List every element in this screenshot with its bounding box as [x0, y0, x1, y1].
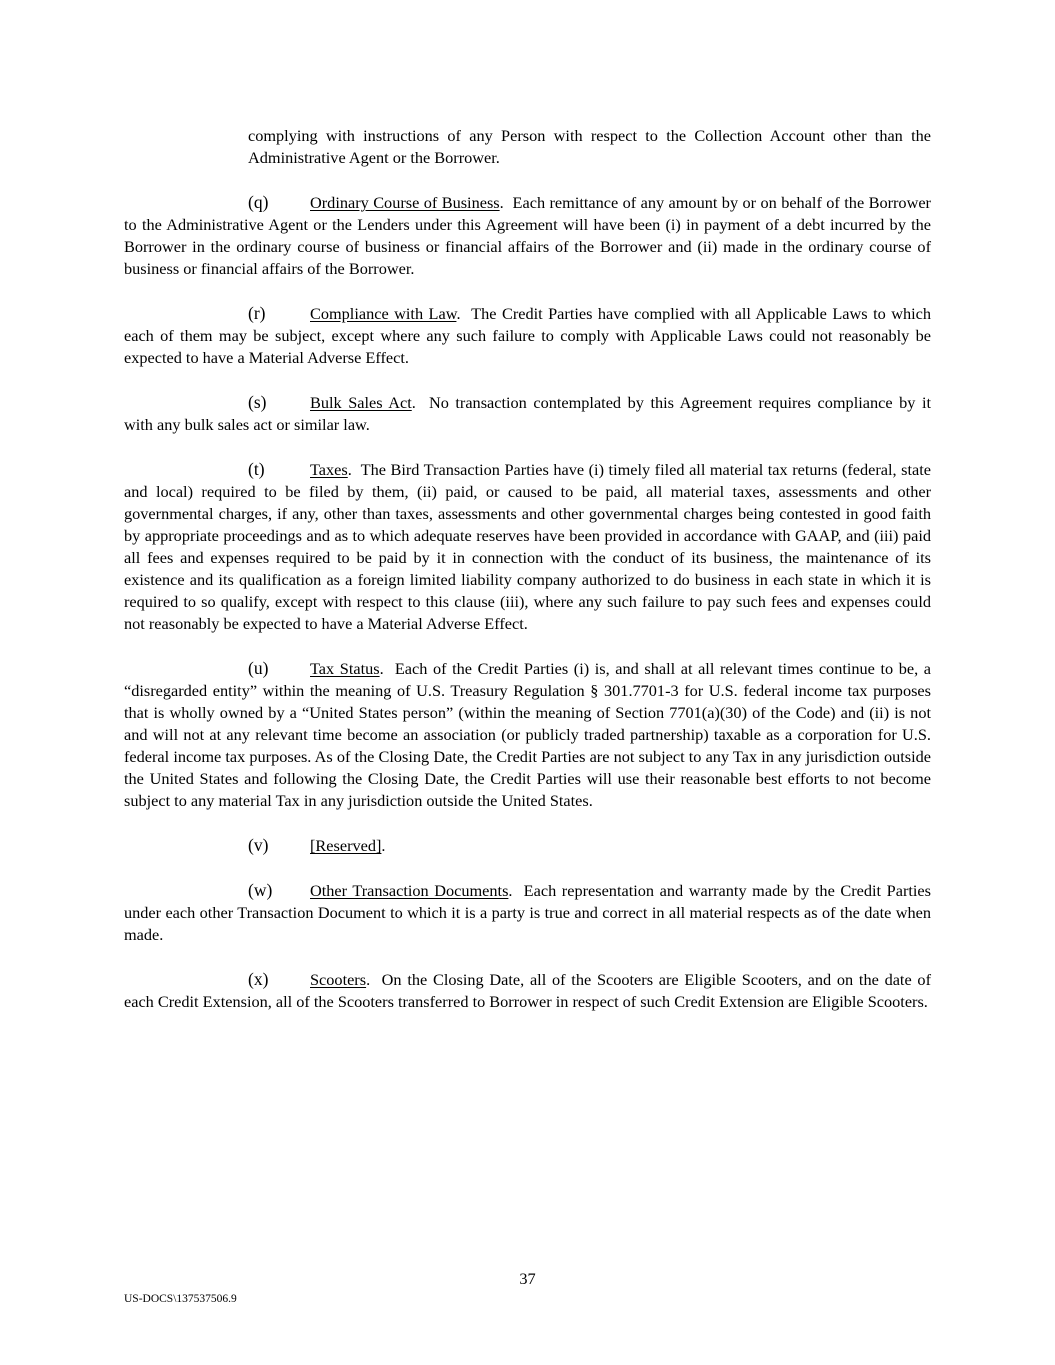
section-number: (u): [248, 658, 269, 678]
section-body: No transaction contemplated by this Agreement requires compliance by it with any bulk sales act or similar law.: [124, 393, 931, 434]
section-heading: Scooters: [310, 970, 367, 989]
document-id: US-DOCS\137537506.9: [124, 1293, 237, 1305]
section-s: (s) Bulk Sales Act. No transaction contemplated by this Agreement requires compliance by it with any bulk sales act or similar law.: [124, 392, 931, 434]
section-heading: Other Transaction Documents: [310, 881, 509, 900]
section-number: (q): [248, 192, 269, 212]
section-number: (w): [248, 880, 273, 900]
section-u: (u) Tax Status. Each of the Credit Parties (i) is, and shall at all relevant times continue to be, a “disregarded entity” within the meaning of U.S. Treasury Regulation § 301.7701-3 for U.S. federal income tax purposes that is wholly owned by a “United States person” (within the meaning of Section 7701(a)(30) of the Code) and (ii) is not and will not at any relevant time become an association (or publicly traded partnership) taxable as a corporation for U.S. federal income tax purposes. As of the Closing Date, the Credit Parties are not subject to any Tax in any jurisdiction outside the United States and following the Closing Date, the Credit Parties will use their reasonable best efforts to not become subject to any material Tax in any jurisdiction outside the United States.: [124, 658, 931, 810]
page-number: 37: [519, 1269, 536, 1288]
section-heading: Taxes: [310, 460, 348, 479]
section-r: (r) Compliance with Law. The Credit Parties have complied with all Applicable Laws to which each of them may be subject, except where any such failure to comply with Applicable Laws could not reasonably be expected to have a Material Adverse Effect.: [124, 303, 931, 367]
section-number: (t): [248, 459, 265, 479]
section-v: (v) [Reserved].: [248, 835, 386, 855]
section-q: (q) Ordinary Course of Business. Each remittance of any amount by or on behalf of the Borrower to the Administrative Agent or the Lenders under this Agreement will have been (i) in payment of a debt incurred by the Borrower in the ordinary course of business or financial affairs of the Borrower and (ii) made in the ordinary course of business or financial affairs of the Borrower.: [124, 192, 931, 278]
section-body: The Bird Transaction Parties have (i) timely filed all material tax returns (federal, state and local) required to be filed by them, (ii) paid, or caused to be paid, all material taxes, assessments and other governmental charges, if any, other than taxes, assessments and other governmental charges being contested in good faith by appropriate proceedings and as to which adequate reserves have been provided in accordance with GAAP, and (iii) paid all fees and expenses required to be paid by it in connection with the conduct of its business, the maintenance of its existence and its qualification as a foreign limited liability company authorized to do business in each state in which it is required to so qualify, except with respect to this clause (iii), where any such failure to pay such fees and expenses could not reasonably be expected to have a Material Adverse Effect.: [124, 460, 932, 633]
section-body: Each representation and warranty made by the Credit Parties under each other Transaction Document to which it is a party is true and correct in all material respects as of the date when made.: [124, 881, 931, 944]
section-w: (w) Other Transaction Documents. Each representation and warranty made by the Credit Parties under each other Transaction Document to which it is a party is true and correct in all material respects as of the date when made.: [124, 880, 931, 944]
section-heading: [Reserved]: [310, 836, 382, 855]
document-body: [124, 125, 931, 1013]
section-heading: Compliance with Law: [310, 304, 457, 323]
section-t: (t) Taxes. The Bird Transaction Parties have (i) timely filed all material tax returns (federal, state and local) required to be filed by them, (ii) paid, or caused to be paid, all material taxes, assessments and other governmental charges, if any, other than taxes, assessments and other governmental charges being contested in good faith by appropriate proceedings and as to which adequate reserves have been provided in accordance with GAAP, and (iii) paid all fees and expenses required to be paid by it in connection with the conduct of its business, the maintenance of its existence and its qualification as a foreign limited liability company authorized to do business in each state in which it is required to so qualify, except with respect to this clause (iii), where any such failure to pay such fees and expenses could not reasonably be expected to have a Material Adverse Effect.: [124, 459, 932, 633]
section-number: (s): [248, 392, 267, 412]
section-number: (r): [248, 303, 266, 323]
section-heading: Bulk Sales Act: [310, 393, 412, 412]
section-body: On the Closing Date, all of the Scooters are Eligible Scooters, and on the date of each Credit Extension, all of the Scooters transferred to Borrower in respect of such Credit Extension are Eligible Scooters.: [124, 970, 931, 1011]
section-body: Each of the Credit Parties (i) is, and shall at all relevant times continue to be, a “disregarded entity” within the meaning of U.S. Treasury Regulation § 301.7701-3 for U.S. federal income tax purposes that is wholly owned by a “United States person” (within the meaning of Section 7701(a)(30) of the Code) and (ii) is not and will not at any relevant time become an association (or publicly traded partnership) taxable as a corporation for U.S. federal income tax purposes. As of the Closing Date, the Credit Parties are not subject to any Tax in any jurisdiction outside the United States and following the Closing Date, the Credit Parties will use their reasonable best efforts to not become subject to any material Tax in any jurisdiction outside the United States.: [124, 659, 931, 810]
section-number: (x): [248, 969, 269, 989]
section-heading: Tax Status: [310, 659, 380, 678]
section-number: (v): [248, 835, 269, 855]
section-x: (x) Scooters. On the Closing Date, all of the Scooters are Eligible Scooters, and on the date of each Credit Extension, all of the Scooters transferred to Borrower in respect of such Credit Extension are Eligible Scooters.: [124, 969, 931, 1011]
section-body: The Credit Parties have complied with all Applicable Laws to which each of them may be subject, except where any such failure to comply with Applicable Laws could not reasonably be expected to have a Material Adverse Effect.: [124, 304, 931, 367]
section-body: Each remittance of any amount by or on behalf of the Borrower to the Administrative Agent or the Lenders under this Agreement will have been (i) in payment of a debt incurred by the Borrower in the ordinary course of business or financial affairs of the Borrower and (ii) made in the ordinary course of business or financial affairs of the Borrower.: [124, 193, 931, 278]
section-heading: Ordinary Course of Business: [310, 193, 500, 212]
continuation-paragraph: complying with instructions of any Person with respect to the Collection Account other than the Administrative Agent or the Borrower.: [248, 126, 931, 167]
